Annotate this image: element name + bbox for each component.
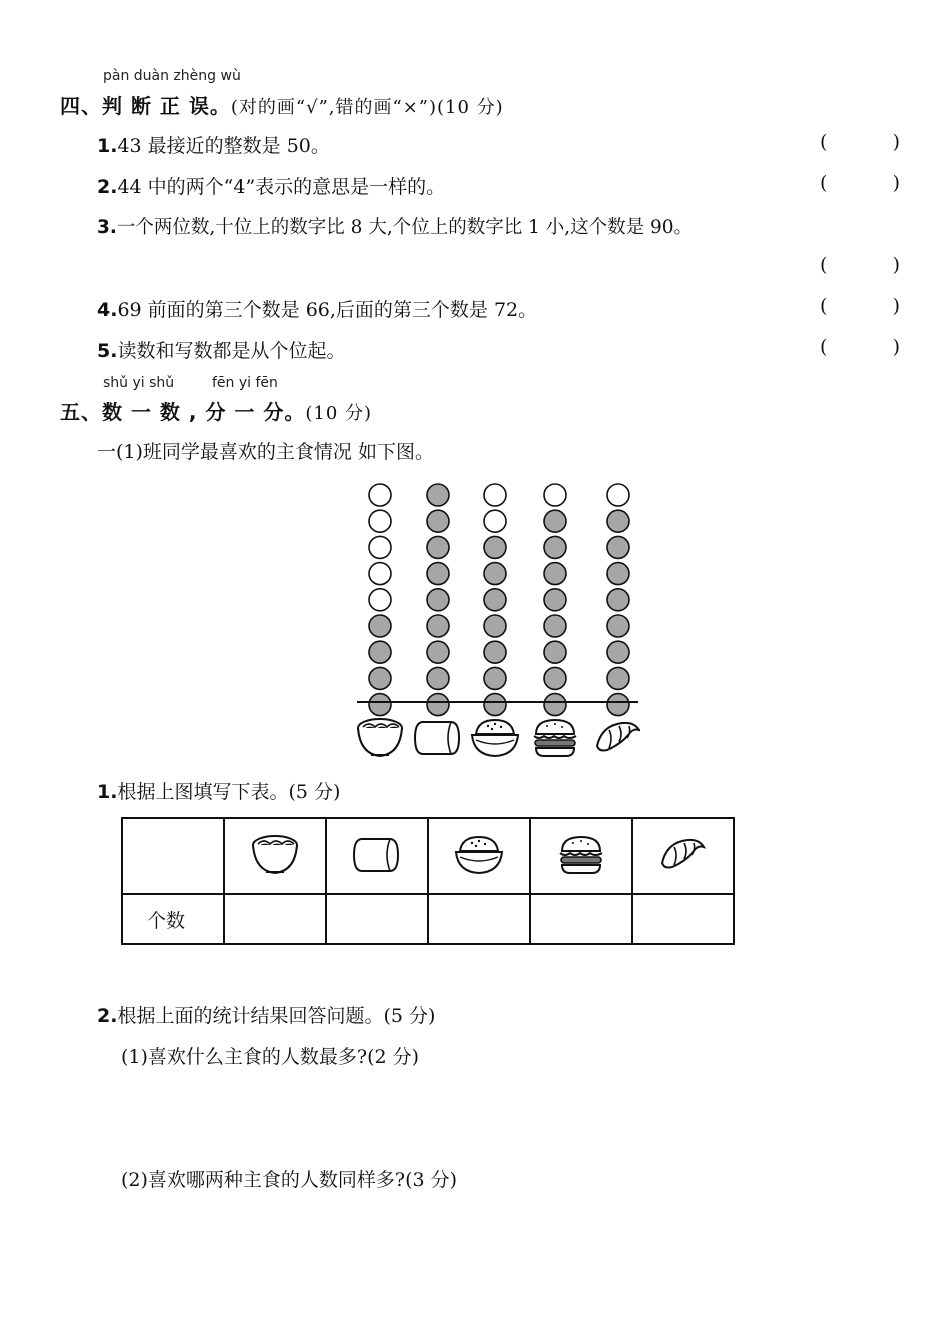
- section4-title: 四、判 断 正 误。: [60, 94, 231, 118]
- noodles-circle-filled: [369, 667, 391, 689]
- count-row-label: 个数: [122, 894, 224, 944]
- count-input-hamburger[interactable]: [530, 894, 632, 944]
- noodles-icon: [358, 719, 402, 756]
- bread-roll-circle-filled: [427, 615, 449, 637]
- item-text: 43 最接近的整数是 50。: [117, 135, 330, 157]
- paren-open: (: [820, 336, 828, 358]
- noodles-circle-empty: [369, 484, 391, 506]
- paren-open: (: [820, 254, 828, 276]
- hamburger-circle-filled: [544, 510, 566, 532]
- noodles-circle-empty: [369, 589, 391, 611]
- rice-bowl-circle-empty: [484, 510, 506, 532]
- bread-roll-circle-filled: [427, 694, 449, 716]
- section5-note: (10 分): [305, 403, 373, 424]
- croissant-circle-filled: [607, 615, 629, 637]
- table-icon-cell: [326, 818, 428, 894]
- rice-bowl-circle-filled: [484, 589, 506, 611]
- section5-title: 五、数 一 数 , 分 一 分。: [60, 400, 306, 424]
- paren-close: ): [892, 172, 900, 194]
- question-2-2: (2)喜欢哪两种主食的人数同样多?(3 分): [121, 1169, 458, 1191]
- judge-item-1: [97, 131, 330, 158]
- noodles-circle-empty: [369, 563, 391, 585]
- noodles-circle-filled: [369, 615, 391, 637]
- croissant-icon: [597, 723, 639, 751]
- hamburger-icon: [556, 831, 606, 877]
- answer-blank-2[interactable]: [820, 172, 900, 194]
- question-text: 根据上面的统计结果回答问题。(5 分): [117, 1005, 436, 1027]
- hamburger-circle-filled: [544, 694, 566, 716]
- bread-roll-icon: [352, 831, 402, 877]
- croissant-circle-filled: [607, 589, 629, 611]
- paren-open: (: [820, 172, 828, 194]
- table-count-row: [122, 894, 734, 944]
- question-number: 2.: [97, 1005, 118, 1027]
- section5-pinyin-1: shǔ yi shǔ: [103, 375, 175, 391]
- rice-bowl-circle-filled: [484, 641, 506, 663]
- judge-item-2: [97, 172, 445, 199]
- rice-bowl-circle-filled: [484, 563, 506, 585]
- croissant-circle-filled: [607, 641, 629, 663]
- pictograph-chart: [355, 480, 640, 765]
- count-input-bread-roll[interactable]: [326, 894, 428, 944]
- hamburger-icon: [534, 720, 576, 756]
- bread-roll-circle-filled: [427, 510, 449, 532]
- noodles-circle-empty: [369, 510, 391, 532]
- paren-close: ): [892, 131, 900, 153]
- section4-heading: [60, 90, 504, 119]
- hamburger-circle-filled: [544, 667, 566, 689]
- rice-bowl-icon: [472, 720, 518, 756]
- hamburger-circle-filled: [544, 589, 566, 611]
- item-text: 69 前面的第三个数是 66,后面的第三个数是 72。: [117, 299, 538, 321]
- question-text: 根据上图填写下表。(5 分): [117, 781, 341, 803]
- item-text: 读数和写数都是从个位起。: [117, 340, 346, 362]
- hamburger-circle-filled: [544, 536, 566, 558]
- count-input-croissant[interactable]: [632, 894, 734, 944]
- paren-close: ): [892, 254, 900, 276]
- question-number: 1.: [97, 781, 118, 803]
- croissant-circle-filled: [607, 667, 629, 689]
- tally-table: [121, 817, 735, 945]
- croissant-circle-filled: [607, 536, 629, 558]
- croissant-circle-filled: [607, 510, 629, 532]
- noodles-circle-filled: [369, 641, 391, 663]
- rice-bowl-icon: [454, 831, 504, 877]
- bread-roll-circle-filled: [427, 484, 449, 506]
- noodles-icon: [250, 831, 300, 877]
- answer-blank-4[interactable]: [820, 295, 900, 317]
- hamburger-circle-filled: [544, 563, 566, 585]
- item-number: 5.: [97, 340, 118, 362]
- paren-open: (: [820, 131, 828, 153]
- judge-item-3: [97, 213, 692, 239]
- item-number: 3.: [97, 217, 117, 238]
- question-2-1: (1)喜欢什么主食的人数最多?(2 分): [121, 1046, 420, 1068]
- section5-intro: 一(1)班同学最喜欢的主食情况 如下图。: [97, 441, 434, 463]
- paren-close: ): [892, 336, 900, 358]
- bread-roll-circle-filled: [427, 563, 449, 585]
- question-2: [97, 1001, 435, 1028]
- paren-close: ): [892, 295, 900, 317]
- noodles-circle-filled: [369, 694, 391, 716]
- section5-heading: [60, 396, 372, 425]
- croissant-circle-filled: [607, 694, 629, 716]
- croissant-icon: [658, 831, 708, 877]
- section4-pinyin: pàn duàn zhèng wù: [103, 68, 241, 84]
- bread-roll-circle-filled: [427, 641, 449, 663]
- croissant-circle-filled: [607, 563, 629, 585]
- answer-blank-1[interactable]: [820, 131, 900, 153]
- item-text: 44 中的两个“4”表示的意思是一样的。: [117, 176, 446, 198]
- rice-bowl-circle-filled: [484, 667, 506, 689]
- bread-roll-circle-filled: [427, 589, 449, 611]
- noodles-circle-empty: [369, 536, 391, 558]
- table-icon-cell: [530, 818, 632, 894]
- count-input-rice-bowl[interactable]: [428, 894, 530, 944]
- hamburger-circle-empty: [544, 484, 566, 506]
- table-icon-cell: [428, 818, 530, 894]
- paren-open: (: [820, 295, 828, 317]
- table-header-row: [122, 818, 734, 894]
- table-corner-cell: [122, 818, 224, 894]
- item-number: 2.: [97, 176, 118, 198]
- bread-roll-icon: [415, 722, 459, 754]
- section5-pinyin-2: fēn yi fēn: [212, 375, 278, 391]
- table-icon-cell: [632, 818, 734, 894]
- hamburger-circle-filled: [544, 615, 566, 637]
- bread-roll-circle-filled: [427, 667, 449, 689]
- question-1: [97, 777, 340, 804]
- count-input-noodles[interactable]: [224, 894, 326, 944]
- item-number: 1.: [97, 135, 118, 157]
- answer-blank-5[interactable]: [820, 336, 900, 358]
- judge-item-4: [97, 295, 537, 322]
- rice-bowl-circle-filled: [484, 536, 506, 558]
- rice-bowl-circle-filled: [484, 694, 506, 716]
- bread-roll-circle-filled: [427, 536, 449, 558]
- item-number: 4.: [97, 299, 118, 321]
- rice-bowl-circle-empty: [484, 484, 506, 506]
- section4-note: (对的画“√”,错的画“×”)(10 分): [230, 97, 504, 118]
- croissant-circle-empty: [607, 484, 629, 506]
- table-icon-cell: [224, 818, 326, 894]
- item-text: 一个两位数,十位上的数字比 8 大,个位上的数字比 1 小,这个数是 90。: [116, 217, 693, 238]
- judge-item-5: [97, 336, 345, 363]
- hamburger-circle-filled: [544, 641, 566, 663]
- answer-blank-3[interactable]: [820, 254, 900, 276]
- rice-bowl-circle-filled: [484, 615, 506, 637]
